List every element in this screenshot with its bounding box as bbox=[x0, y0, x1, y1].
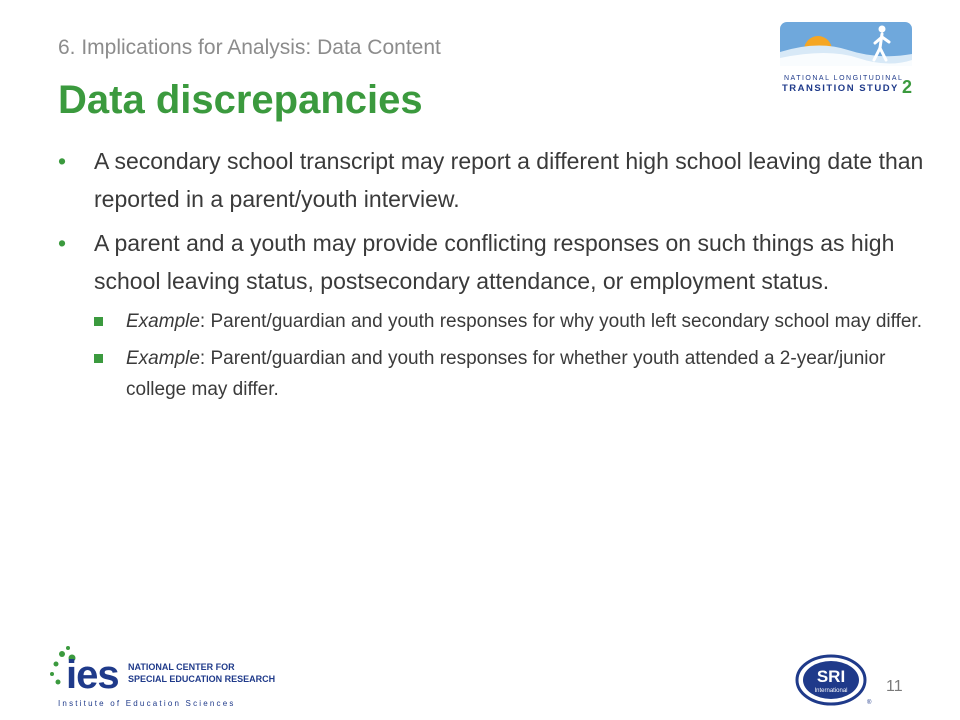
ies-center-line2: SPECIAL EDUCATION RESEARCH bbox=[128, 674, 276, 684]
square-bullet-icon bbox=[94, 317, 103, 326]
sub-bullet-lead: Example bbox=[126, 348, 200, 369]
bullet-dot-icon: • bbox=[58, 230, 67, 256]
page-number: 11 bbox=[886, 678, 903, 695]
nlts2-logo bbox=[778, 20, 928, 98]
ies-mark: ies bbox=[66, 653, 119, 697]
sub-bullet-lead: Example bbox=[126, 311, 200, 332]
ies-institute: Institute of Education Sciences bbox=[58, 699, 236, 708]
logo-numeral: 2 bbox=[902, 77, 913, 97]
logo-line1: NATIONAL LONGITUDINAL bbox=[784, 75, 904, 82]
logo-line2: TRANSITION STUDY bbox=[782, 83, 899, 94]
sub-bullet-item bbox=[58, 343, 938, 405]
bullet-text: A secondary school transcript may report a different high school leaving date than reported in a parent/youth interview. bbox=[94, 148, 924, 212]
bullet-item bbox=[58, 142, 938, 218]
bullet-dot-icon: • bbox=[58, 148, 67, 174]
ies-logo bbox=[48, 640, 298, 710]
sub-bullet-item bbox=[58, 306, 938, 337]
ies-center-line1: NATIONAL CENTER FOR bbox=[128, 662, 235, 672]
bullet-item bbox=[58, 224, 938, 300]
sri-logo bbox=[795, 654, 873, 706]
slide-body bbox=[58, 142, 938, 411]
bullet-text: A parent and a youth may provide conflicting responses on such things as high school leaving status, postsecondary attendance, or employment status. bbox=[94, 230, 895, 294]
sri-mark: SRI bbox=[816, 667, 846, 686]
sub-bullet-text: : Parent/guardian and youth responses for whether youth attended a 2-year/junior college may differ. bbox=[126, 348, 886, 400]
section-label: 6. Implications for Analysis: Data Content bbox=[58, 36, 441, 59]
sri-sub: International bbox=[814, 688, 848, 694]
registered-icon: ® bbox=[867, 700, 872, 706]
slide-title: Data discrepancies bbox=[58, 78, 423, 122]
square-bullet-icon bbox=[94, 354, 103, 363]
sub-bullet-text: : Parent/guardian and youth responses for why youth left secondary school may differ. bbox=[199, 311, 922, 332]
